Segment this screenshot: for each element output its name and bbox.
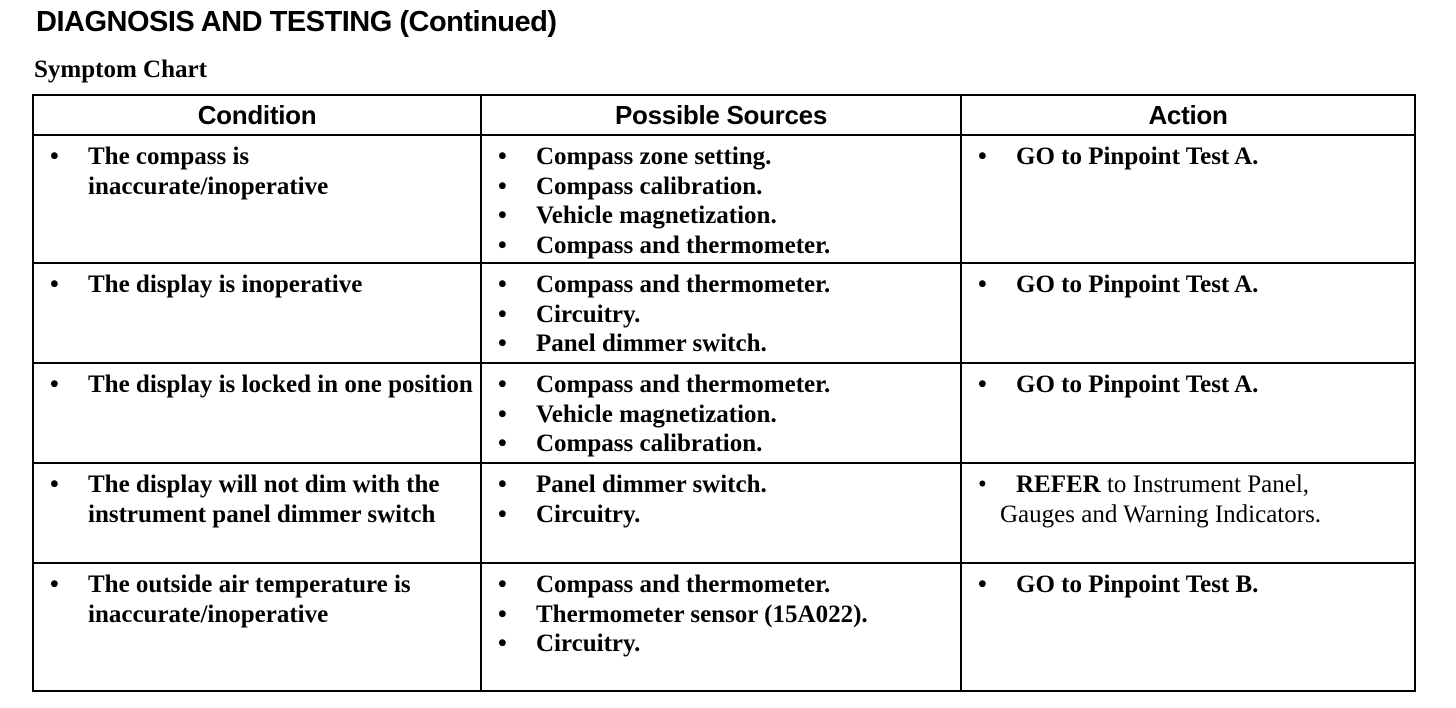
action-cell	[961, 135, 1415, 263]
action-text: • GO to Pinpoint Test A.	[972, 370, 1410, 400]
table-row	[33, 135, 1415, 263]
action-cell	[961, 563, 1415, 691]
source-item: • Compass and thermometer.	[492, 270, 956, 300]
source-item: • Panel dimmer switch.	[492, 329, 956, 359]
source-item: • Circuitry.	[492, 300, 956, 330]
sources-cell	[481, 135, 961, 263]
sources-cell	[481, 363, 961, 463]
sources-cell	[481, 463, 961, 563]
sources-cell	[481, 563, 961, 691]
source-item: • Vehicle magnetization.	[492, 400, 956, 430]
source-item: • Panel dimmer switch.	[492, 470, 956, 500]
condition-cell	[33, 263, 481, 363]
condition-cell	[33, 463, 481, 563]
table-row	[33, 363, 1415, 463]
column-header-condition: Condition	[33, 95, 481, 135]
condition-cell	[33, 363, 481, 463]
section-title: Symptom Chart	[34, 56, 207, 83]
condition-cell	[33, 135, 481, 263]
action-text: • GO to Pinpoint Test A.	[972, 270, 1410, 300]
action-cell	[961, 363, 1415, 463]
source-item: • Compass and thermometer.	[492, 570, 956, 600]
table-row	[33, 463, 1415, 563]
action-text: • GO to Pinpoint Test A.	[972, 142, 1410, 172]
condition-cell	[33, 563, 481, 691]
action-cell	[961, 263, 1415, 363]
action-refer-keyword: REFER	[1016, 471, 1101, 498]
source-item: • Thermometer sensor (15A022).	[492, 600, 956, 630]
condition-text: • The display is locked in one position	[44, 370, 476, 400]
source-item: • Circuitry.	[492, 629, 956, 659]
source-item: • Compass and thermometer.	[492, 370, 956, 400]
action-refer-line1: to Instrument Panel,	[1100, 471, 1310, 498]
condition-text: • The display will not dim with the instrument panel dimmer switch	[44, 470, 476, 529]
symptom-chart-table	[32, 94, 1416, 692]
table-header-row	[33, 95, 1415, 135]
column-header-action: Action	[961, 95, 1415, 135]
action-cell	[961, 463, 1415, 563]
action-refer-line2: Gauges and Warning Indicators.	[1000, 500, 1322, 528]
action-text	[972, 470, 1410, 529]
source-item: • Compass zone setting.	[492, 142, 956, 172]
source-item: • Circuitry.	[492, 500, 956, 530]
action-text: • GO to Pinpoint Test B.	[972, 570, 1410, 600]
source-item: • Compass calibration.	[492, 429, 956, 459]
source-item: • Vehicle magnetization.	[492, 201, 956, 231]
table-row	[33, 263, 1415, 363]
condition-text: • The compass is inaccurate/inoperative	[44, 142, 476, 201]
source-item: • Compass calibration.	[492, 172, 956, 202]
condition-text: • The outside air temperature is inaccurate/inoperative	[44, 570, 476, 629]
condition-text: • The display is inoperative	[44, 270, 476, 300]
source-item: • Compass and thermometer.	[492, 231, 956, 261]
column-header-sources: Possible Sources	[481, 95, 961, 135]
table-row	[33, 563, 1415, 691]
sources-cell	[481, 263, 961, 363]
page-title: DIAGNOSIS AND TESTING (Continued)	[36, 6, 557, 38]
